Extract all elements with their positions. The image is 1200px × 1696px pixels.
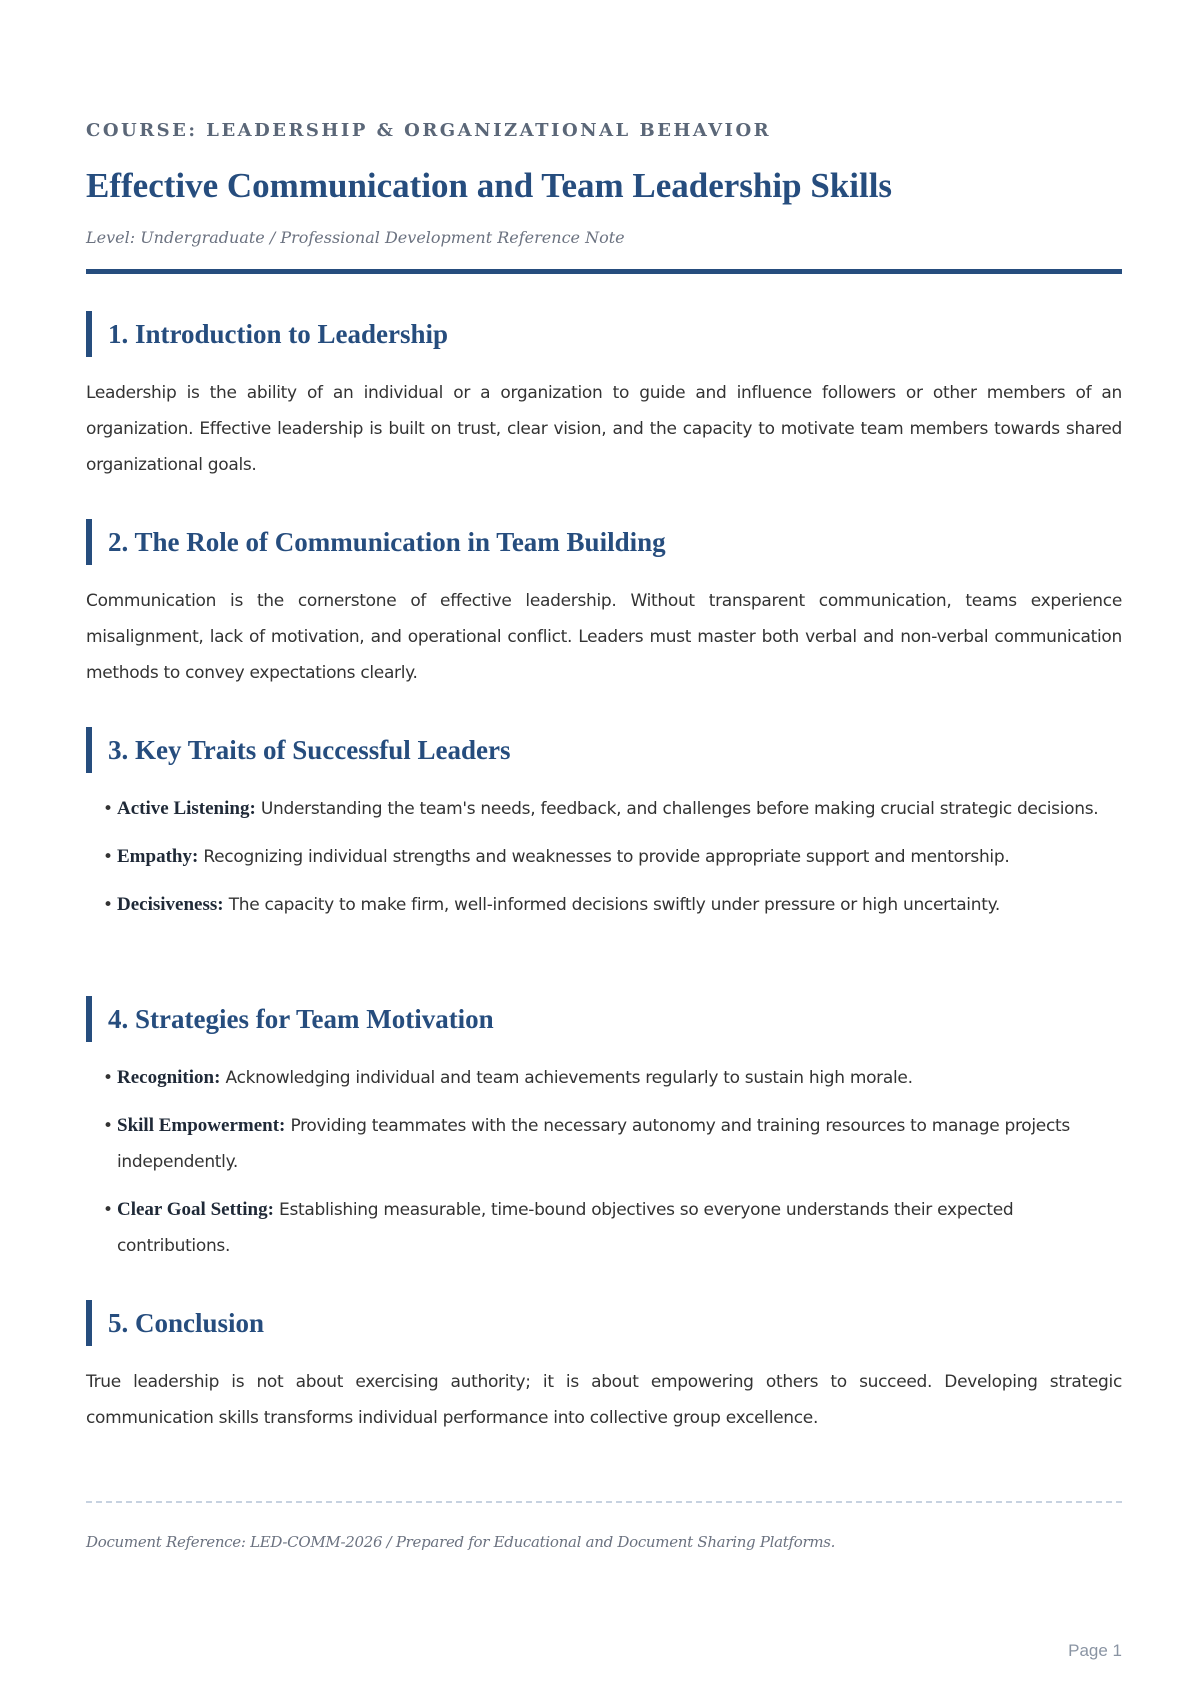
section-introduction — [86, 311, 1122, 483]
section-accent-bar — [86, 996, 92, 1042]
list-item-term: Empathy: — [117, 846, 199, 867]
bullet-icon: • — [103, 1200, 113, 1220]
bullet-icon: • — [103, 1068, 113, 1088]
section-paragraph: True leadership is not about exercising authority; it is about empowering others to succeed. Developing strategic communication skills transforms individual performance into collective group excellence. — [86, 1372, 1122, 1428]
section-heading — [86, 727, 1122, 773]
list-item-text: Providing teammates with the necessary autonomy and training resources to manage projects independently. — [117, 1116, 1070, 1172]
list-item-term: Active Listening: — [117, 798, 256, 819]
section-accent-bar — [86, 1300, 92, 1346]
list-item — [86, 887, 1122, 923]
section-team-motivation — [86, 996, 1122, 1276]
list-item — [86, 1060, 1122, 1096]
section-title: 3. Key Traits of Successful Leaders — [108, 734, 511, 765]
section-heading — [86, 519, 1122, 565]
course-label: COURSE: LEADERSHIP & ORGANIZATIONAL BEHAVIOR — [86, 120, 772, 141]
section-title: 5. Conclusion — [108, 1307, 265, 1338]
list-item-text: Understanding the team's needs, feedback, and challenges before making crucial strategic decisions. — [255, 799, 1099, 819]
list-item-text: Recognizing individual strengths and weaknesses to provide appropriate support and mentorship. — [198, 847, 1010, 867]
bullet-icon: • — [103, 895, 113, 915]
section-heading — [86, 996, 1122, 1042]
list-item — [86, 1192, 1122, 1264]
list-item-term: Skill Empowerment: — [117, 1115, 286, 1136]
list-item — [86, 1108, 1122, 1180]
section-title: 2. The Role of Communication in Team Building — [108, 526, 666, 557]
section-accent-bar — [86, 727, 92, 773]
section-accent-bar — [86, 519, 92, 565]
traits-list — [86, 791, 1122, 923]
section-key-traits — [86, 727, 1122, 935]
footer-divider — [86, 1501, 1122, 1503]
header-divider — [86, 269, 1122, 274]
strategies-list — [86, 1060, 1122, 1264]
list-item-term: Clear Goal Setting: — [117, 1199, 274, 1220]
document-reference: Document Reference: LED-COMM-2026 / Prepared for Educational and Document Sharing Platforms. — [86, 1533, 836, 1551]
list-item-text: Acknowledging individual and team achievements regularly to sustain high morale. — [220, 1068, 913, 1088]
section-communication — [86, 519, 1122, 691]
section-paragraph: Communication is the cornerstone of effective leadership. Without transparent communication, teams experience misalignment, lack of motivation, and operational conflict. Leaders must master both verbal and non-verbal communication methods to convey expectations clearly. — [86, 591, 1122, 683]
list-item — [86, 839, 1122, 875]
section-paragraph: Leadership is the ability of an individual or a organization to guide and influence followers or other members of an organization. Effective leadership is built on trust, clear vision, and the capacity to motivate team members towards shared organizational goals. — [86, 383, 1122, 475]
section-heading — [86, 1300, 1122, 1346]
section-heading — [86, 311, 1122, 357]
list-item-text: The capacity to make firm, well-informed decisions swiftly under pressure or high uncertainty. — [223, 895, 1001, 915]
section-title: 1. Introduction to Leadership — [108, 318, 449, 349]
list-item-term: Recognition: — [117, 1067, 221, 1088]
page-number: Page 1 — [1068, 1641, 1122, 1660]
level-subtitle: Level: Undergraduate / Professional Development Reference Note — [86, 228, 625, 247]
list-item-term: Decisiveness: — [117, 894, 224, 915]
list-item — [86, 791, 1122, 827]
bullet-icon: • — [103, 799, 113, 819]
section-conclusion — [86, 1300, 1122, 1436]
document-title: Effective Communication and Team Leadership Skills — [86, 166, 893, 205]
bullet-icon: • — [103, 1116, 113, 1136]
list-item-text: Establishing measurable, time-bound objectives so everyone understands their expected contributions. — [117, 1200, 1014, 1256]
section-accent-bar — [86, 311, 92, 357]
section-title: 4. Strategies for Team Motivation — [108, 1003, 494, 1034]
bullet-icon: • — [103, 847, 113, 867]
